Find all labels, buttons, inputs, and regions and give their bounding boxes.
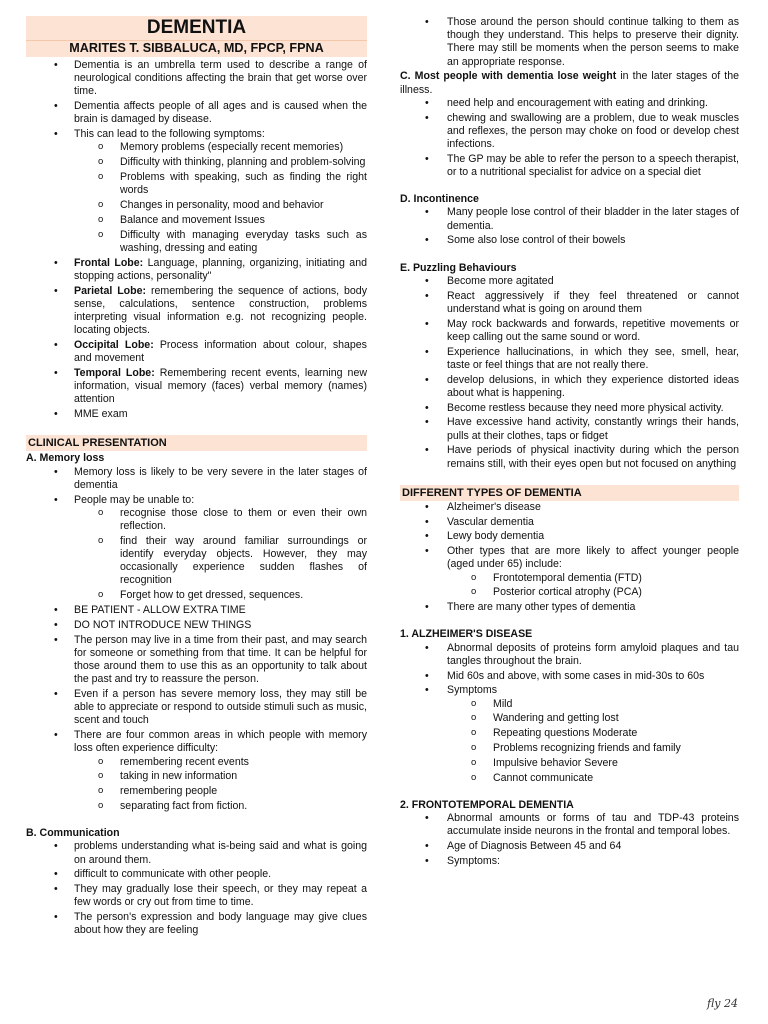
- list-item: • chewing and swallowing are a problem, due to weak muscles and reflexes, the person may choke on food or develop chest infections.: [400, 112, 739, 152]
- section-heading-clinical: CLINICAL PRESENTATION: [26, 435, 367, 451]
- subheading-rest: in the later stages of the illness.: [400, 70, 739, 96]
- list-item: • May rock backwards and forwards, repetitive movements or keep calling out the same sound or word.: [400, 318, 739, 344]
- list-item: o recognise those close to them or even their own reflection.: [26, 507, 367, 533]
- subheading-incontinence: D. Incontinence: [400, 193, 479, 206]
- list-item-text: People may be unable to:: [74, 493, 195, 506]
- subheading-weight-loss: [400, 70, 739, 96]
- list-item: • MME exam: [26, 408, 367, 421]
- unable-list: [74, 507, 367, 603]
- alzheimers-list: [400, 642, 739, 785]
- lobe-label: Temporal Lobe:: [74, 367, 155, 379]
- list-item: [26, 128, 367, 255]
- list-item: • Lewy body dementia: [400, 530, 739, 543]
- document-title: DEMENTIA: [26, 16, 367, 41]
- lobe-text: Language, planning, organizing, initiating and stopping actions, personality": [74, 256, 367, 282]
- list-item: • develop delusions, in which they experience distorted ideas about what is happening.: [400, 374, 739, 400]
- list-item: o Problems recognizing friends and family: [400, 742, 739, 755]
- lobe-label: Occipital Lobe:: [74, 339, 154, 351]
- subheading-communication: B. Communication: [26, 827, 120, 840]
- document-author: MARITES T. SIBBALUCA, MD, FPCP, FPNA: [69, 41, 324, 55]
- list-item-text: There are four common areas in which people with memory loss often experience difficulty:: [74, 729, 367, 755]
- list-item: o remembering people: [26, 785, 367, 798]
- list-item: o find their way around familiar surroundings or identify everyday objects. However, they may occasionally experience sudden flashes of recognition: [26, 535, 367, 588]
- communication-list: [26, 840, 367, 937]
- list-item: • Dementia affects people of all ages and is caused when the brain is damaged by disease.: [26, 100, 367, 126]
- list-item: o Balance and movement Issues: [26, 214, 367, 227]
- list-item: o Difficulty with managing everyday tasks such as washing, dressing and eating: [26, 229, 367, 255]
- younger-types-list: [447, 572, 739, 600]
- lobe-label: Frontal Lobe:: [74, 256, 144, 269]
- list-item: • DO NOT INTRODUCE NEW THINGS: [26, 619, 367, 632]
- list-item: o remembering recent events: [26, 756, 367, 769]
- list-item: • Many people lose control of their bladder in the later stages of dementia.: [400, 206, 739, 232]
- subheading-frontotemporal: 2. FRONTOTEMPORAL DEMENTIA: [400, 798, 574, 811]
- list-item: • Experience hallucinations, in which they see, smell, hear, taste or feel things that are not really there.: [400, 346, 739, 372]
- list-item: • Even if a person has severe memory loss, they may still be able to appreciate or respond to outside stimuli such as music, scent and touch: [26, 688, 367, 728]
- list-item: o Frontotemporal dementia (FTD): [400, 572, 739, 585]
- list-item: • Mid 60s and above, with some cases in mid-30s to 60s: [400, 670, 739, 683]
- frontotemporal-list: [400, 812, 739, 868]
- list-item: • Dementia is an umbrella term used to describe a range of neurological conditions affecting the brain that get worse over time.: [26, 59, 367, 99]
- list-item: [400, 545, 739, 599]
- types-list: [400, 501, 739, 615]
- lobe-label: Parietal Lobe:: [74, 284, 147, 297]
- list-item-occipital-lobe: [26, 339, 367, 365]
- left-column: [26, 14, 367, 939]
- list-item-frontal-lobe: [26, 257, 367, 283]
- list-item: • Some also lose control of their bowels: [400, 234, 739, 247]
- list-item-text: This can lead to the following symptoms:: [74, 128, 265, 141]
- list-item: • difficult to communicate with other people.: [26, 868, 367, 881]
- intro-list: [26, 59, 367, 421]
- list-item: o Wandering and getting lost: [400, 712, 739, 725]
- subheading-alzheimers: 1. ALZHEIMER'S DISEASE: [400, 628, 533, 641]
- list-item: o separating fact from fiction.: [26, 800, 367, 813]
- title-block: [26, 16, 367, 57]
- list-item: o Repeating questions Moderate: [400, 727, 739, 740]
- list-item: • Have periods of physical inactivity during which the person remains still, with their eyes open but not focused on anything: [400, 444, 739, 470]
- list-item: o taking in new information: [26, 770, 367, 783]
- list-item: • Become restless because they need more physical activity.: [400, 402, 739, 415]
- list-item: • problems understanding what is-being said and what is going on around them.: [26, 840, 367, 866]
- list-item-text: Other types that are more likely to affect younger people (aged under 65) include:: [447, 545, 739, 571]
- list-item: • They may gradually lose their speech, or they may repeat a few words or cry out from time to time.: [26, 883, 367, 909]
- weight-loss-list: [400, 97, 739, 179]
- section-heading-types: DIFFERENT TYPES OF DEMENTIA: [400, 485, 739, 501]
- subheading-puzzling-behaviours: E. Puzzling Behaviours: [400, 261, 517, 274]
- list-item: • React aggressively if they feel threatened or cannot understand what is going on around them: [400, 290, 739, 316]
- list-item: • Symptoms:: [400, 855, 739, 868]
- list-item: • Vascular dementia: [400, 516, 739, 529]
- list-item-temporal-lobe: [26, 367, 367, 407]
- communication-list-continued: [400, 16, 739, 69]
- list-item: • Memory loss is likely to be very severe in the later stages of dementia: [26, 466, 367, 492]
- list-item: o Mild: [400, 698, 739, 711]
- list-item: o Forget how to get dressed, sequences.: [26, 589, 367, 602]
- alzheimers-symptom-list: [447, 698, 739, 785]
- list-item: • Have excessive hand activity, constantly wrings their hands, pulls at their clothes, taps or fidget: [400, 416, 739, 442]
- list-item: [26, 494, 367, 603]
- list-item: • The GP may be able to refer the person to a speech therapist, or to a nutritional specialist for advice on a special diet: [400, 153, 739, 179]
- handwritten-signature: fly 24: [706, 996, 738, 1010]
- list-item: • Age of Diagnosis Between 45 and 64: [400, 840, 739, 853]
- list-item: o Cannot communicate: [400, 772, 739, 785]
- subheading-bold: C. Most people with dementia lose weight: [400, 70, 617, 83]
- memory-loss-list: [26, 466, 367, 814]
- lobe-text: Remembering recent events, learning new information, visual memory (faces) verbal memory (names) attention: [74, 367, 367, 406]
- symptom-list: [74, 141, 367, 255]
- list-item: • need help and encouragement with eating and drinking.: [400, 97, 739, 110]
- list-item: o Posterior cortical atrophy (PCA): [400, 586, 739, 599]
- list-item: o Problems with speaking, such as finding the right words: [26, 171, 367, 197]
- right-column: [400, 16, 739, 870]
- list-item: • Alzheimer's disease: [400, 501, 739, 514]
- list-item: [26, 729, 367, 813]
- list-item: o Memory problems (especially recent memories): [26, 141, 367, 154]
- list-item: • Become more agitated: [400, 275, 739, 288]
- difficulty-list: [74, 756, 367, 814]
- incontinence-list: [400, 206, 739, 247]
- list-item-parietal-lobe: [26, 285, 367, 338]
- list-item: o Impulsive behavior Severe: [400, 757, 739, 770]
- list-item: • Those around the person should continue talking to them as though they understand. This helps to preserve their dignity. There may still be moments when the person seems to make an appropriate response.: [400, 16, 739, 69]
- lobe-text: remembering the sequence of actions, body sense, calculations, sentence construction, problems interpreting visual information e.g. not recognizing people. locating objects.: [74, 284, 367, 337]
- list-item: • The person may live in a time from their past, and may search for someone or something from that time. It can be helpful for those around them to use this as an opportunity to talk about the past and try to reassure the person.: [26, 634, 367, 687]
- list-item: o Changes in personality, mood and behavior: [26, 199, 367, 212]
- list-item: • BE PATIENT - ALLOW EXTRA TIME: [26, 604, 367, 617]
- list-item: [400, 684, 739, 784]
- subheading-memory-loss: A. Memory loss: [26, 452, 105, 465]
- list-item: • Abnormal deposits of proteins form amyloid plaques and tau tangles throughout the brain.: [400, 642, 739, 668]
- puzzling-behaviours-list: [400, 275, 739, 471]
- lobe-text: Process information about colour, shapes and movement: [74, 339, 367, 365]
- list-item-text: Symptoms: [447, 684, 498, 697]
- list-item: o Difficulty with thinking, planning and problem-solving: [26, 156, 367, 169]
- list-item: • There are many other types of dementia: [400, 601, 739, 614]
- list-item: • The person's expression and body language may give clues about how they are feeling: [26, 911, 367, 937]
- list-item: • Abnormal amounts or forms of tau and TDP-43 proteins accumulate inside neurons in the frontal and temporal lobes.: [400, 812, 739, 838]
